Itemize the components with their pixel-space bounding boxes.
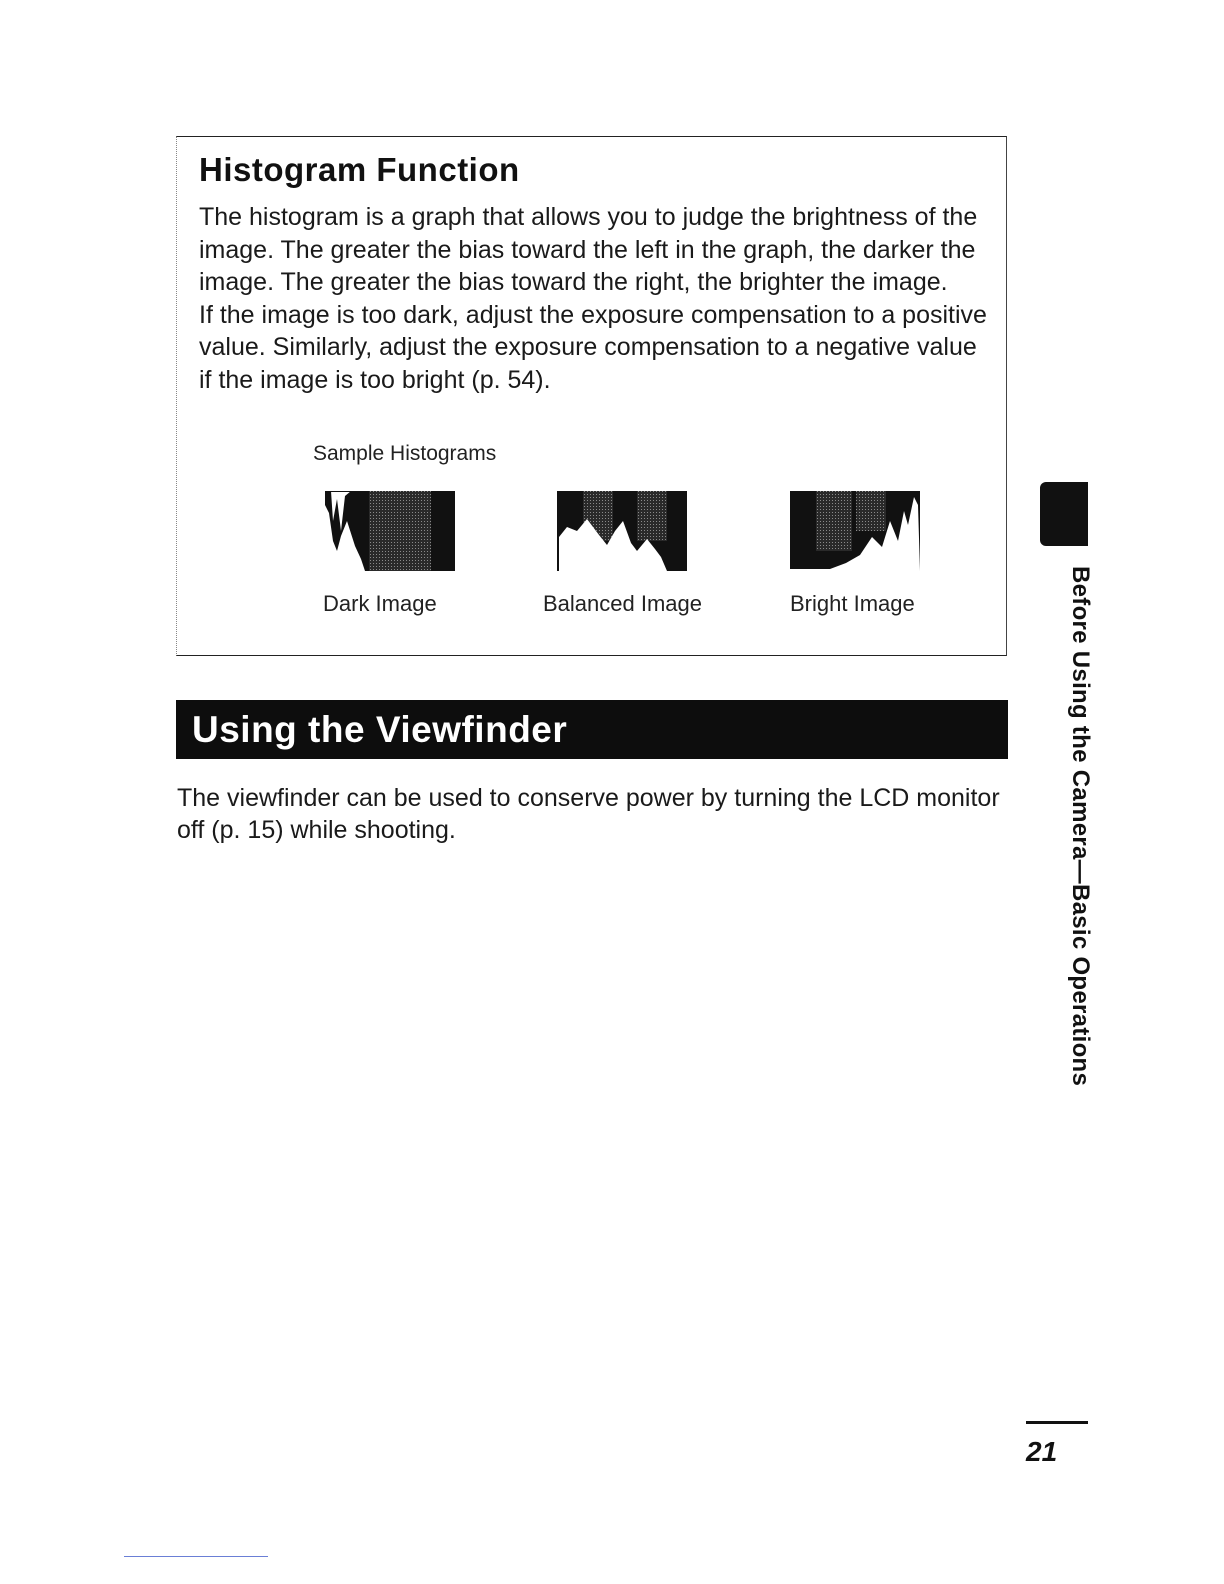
sample-histograms-caption: Sample Histograms — [313, 442, 497, 465]
chapter-tab-marker — [1040, 482, 1088, 546]
bright-image-label: Bright Image — [790, 591, 915, 616]
histogram-title: Histogram Function — [199, 151, 520, 188]
viewfinder-body-text: The viewfinder can be used to conserve power by turning the LCD monitor off (p. 15) while shooting. — [177, 784, 1000, 844]
histogram-function-box — [176, 136, 1007, 656]
page-number-rule — [1026, 1421, 1088, 1424]
viewfinder-heading-banner: Using the Viewfinder — [176, 700, 1008, 759]
chapter-side-label: Before Using the Camera—Basic Operations — [1067, 566, 1094, 1087]
histogram-description — [199, 201, 994, 396]
page-number: 21 — [1026, 1436, 1058, 1467]
bright-histogram-icon — [790, 491, 920, 571]
bottom-divider — [124, 1556, 268, 1557]
histogram-paragraph-1: The histogram is a graph that allows you to judge the brightness of the image. The greater the bias toward the left in the graph, the darker the image. The greater the bias toward the right, the brighter the image. — [199, 203, 978, 296]
dark-image-label: Dark Image — [323, 591, 437, 616]
balanced-histogram-icon — [557, 491, 687, 571]
dark-histogram-icon — [325, 491, 455, 571]
balanced-image-label: Balanced Image — [543, 591, 702, 616]
histogram-paragraph-2: If the image is too dark, adjust the exposure compensation to a positive value. Similarly, adjust the exposure compensation to a negative value if the image is too bright (p. 54). — [199, 300, 987, 394]
